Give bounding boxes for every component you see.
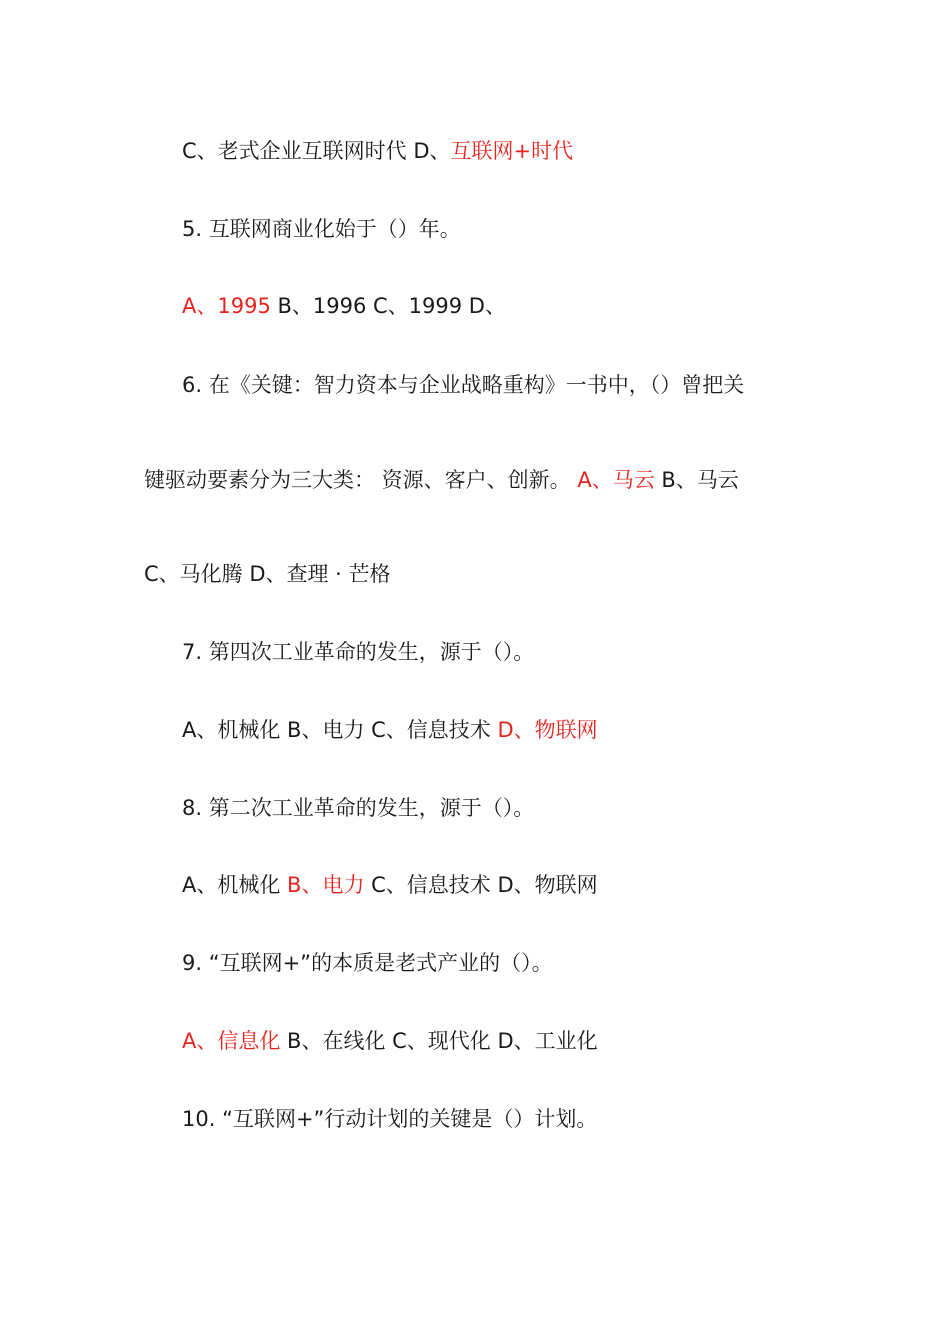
- text-segment: C、马化腾 D、查理 · 芒格: [144, 562, 391, 586]
- question-text: 6. 在《关键：智力资本与企业战略重构》一书中，（）曾把关: [182, 373, 745, 397]
- text-segment: A、机械化: [182, 873, 288, 897]
- question-9: [182, 948, 553, 978]
- question-text: 10. “互联网+”行动计划的关键是（）计划。: [182, 1107, 598, 1131]
- text-segment: B、在线化 C、现代化 D、工业化: [280, 1029, 598, 1053]
- question-text: 7. 第四次工业革命的发生，源于（）。: [182, 640, 535, 664]
- answer-highlight: 互联网+时代: [450, 139, 574, 163]
- question-7: [182, 637, 534, 667]
- text-segment: B、马云: [654, 468, 739, 492]
- question-5: [182, 214, 461, 244]
- question-text: 9. “互联网+”的本质是老式产业的（）。: [182, 951, 553, 975]
- question-8-options: [182, 870, 598, 900]
- question-8: [182, 793, 534, 823]
- text-segment: C、信息技术 D、物联网: [364, 873, 598, 897]
- question-6-line-2: [144, 465, 739, 495]
- text-segment: 键驱动要素分为三大类： 资源、客户、创新。: [144, 468, 578, 492]
- question-text: 8. 第二次工业革命的发生，源于（）。: [182, 796, 535, 820]
- question-10: [182, 1104, 597, 1134]
- question-5-options: [182, 291, 506, 321]
- text-segment: C、老式企业互联网时代 D、: [182, 139, 451, 163]
- option-line-c-d: [182, 136, 573, 166]
- question-6-line-1: [182, 370, 744, 400]
- question-9-options: [182, 1026, 598, 1056]
- question-6-line-3: [144, 559, 391, 589]
- question-7-options: [182, 715, 598, 745]
- answer-highlight: A、信息化: [182, 1029, 281, 1053]
- answer-highlight: A、马云: [577, 468, 655, 492]
- text-segment: B、1996 C、1999 D、: [270, 294, 506, 318]
- answer-highlight: D、物联网: [497, 718, 598, 742]
- answer-highlight: A、1995: [182, 294, 271, 318]
- text-segment: A、机械化 B、电力 C、信息技术: [182, 718, 498, 742]
- answer-highlight: B、电力: [287, 873, 365, 897]
- question-text: 5. 互联网商业化始于（）年。: [182, 217, 461, 241]
